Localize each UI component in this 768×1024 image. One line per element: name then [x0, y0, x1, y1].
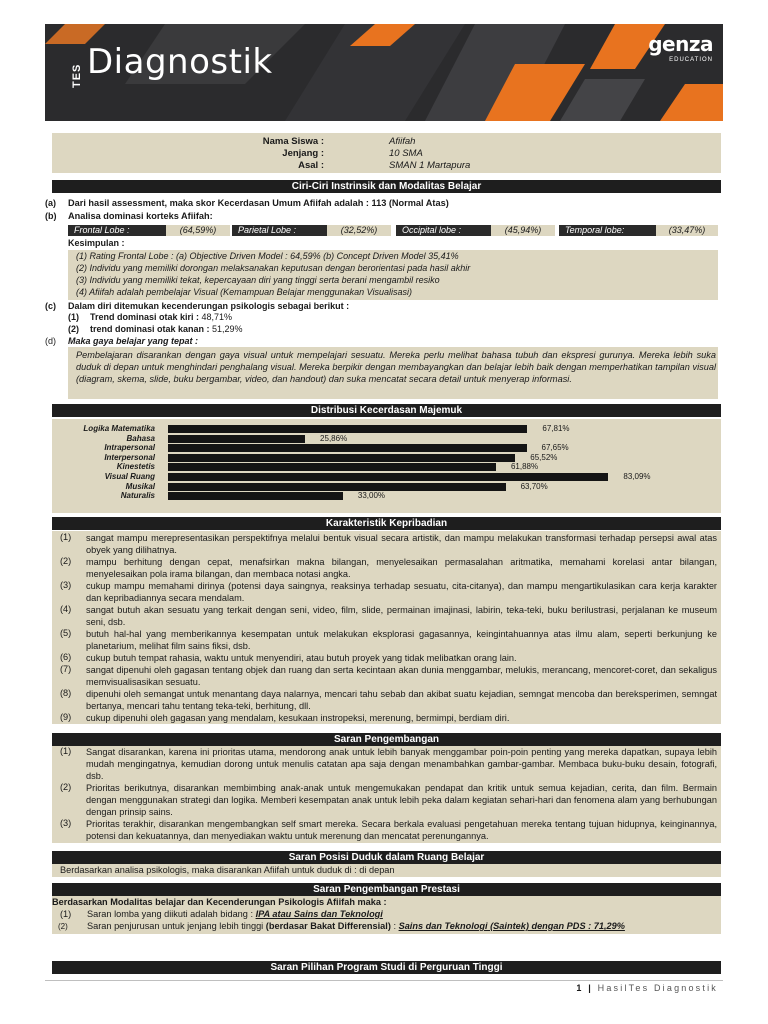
achievement-1-value: IPA atau Sains dan Teknologi: [255, 909, 383, 919]
chart-bar: [168, 473, 608, 481]
item-b-text: Analisa dominasi korteks Afiifah:: [68, 211, 213, 221]
name-value: Afiifah: [389, 136, 416, 147]
logo-title: [87, 42, 273, 82]
lobe-frontal-value: (64,59%): [166, 225, 230, 236]
item-d-marker: (d): [45, 336, 56, 346]
item-c2-label: trend dominasi otak kanan :: [90, 324, 210, 334]
level-label: Jenjang :: [282, 148, 324, 159]
student-info: [52, 133, 721, 173]
chart-value-label: 65,52%: [530, 452, 558, 462]
list-item-number: (8): [60, 688, 72, 698]
chart-value-label: 67,65%: [541, 443, 569, 453]
list-item: butuh hal-hal yang memberikannya kesempatan untuk melakukan eksplorasi gagasannya, keingintahuannya atas ilmu alam, seperti berkunjung ke planetarium, melihat film sains fiksi, dsb.: [86, 629, 717, 651]
chart-bar: [168, 435, 305, 443]
chart-bar: [168, 463, 496, 471]
origin-label: Asal :: [298, 160, 324, 171]
achievement-2-value: Sains dan Teknologi (Saintek) dengan PDS : 71,29%: [398, 921, 625, 931]
chart-value-label: 67,81%: [542, 424, 570, 433]
achievement-1-text: Saran lomba yang diikuti adalah bidang :: [87, 909, 256, 919]
achievement-2: [87, 921, 625, 931]
lobe-parietal-label: Parietal Lobe :: [232, 225, 327, 236]
lobe-frontal-label: Frontal Lobe :: [68, 225, 166, 236]
item-c1-label: Trend dominasi otak kiri :: [90, 312, 200, 322]
footer-divider: [45, 980, 723, 981]
chart-category-label: Intrapersonal: [104, 443, 155, 453]
chart-bar: [168, 483, 506, 491]
brand-logo: genza: [648, 32, 713, 56]
achievement-2-colon: :: [390, 921, 399, 931]
item-a-marker: (a): [45, 198, 56, 208]
section-title-saran: Saran Pengembangan: [52, 733, 721, 746]
level-value: 10 SMA: [389, 148, 423, 159]
chart-value-label: 25,86%: [320, 433, 348, 443]
chart-category-label: Interpersonal: [104, 452, 155, 462]
origin-value: SMAN 1 Martapura: [389, 160, 471, 171]
achievement-2-marker: (2): [58, 922, 68, 931]
list-item-number: (4): [60, 604, 72, 614]
section-title-distribusi: Distribusi Kecerdasan Majemuk: [52, 404, 721, 417]
list-item: cukup dipenuhi oleh gagasan yang mendalam, kesukaan instropeksi, merenung, bermimpi, berdiam diri.: [86, 713, 510, 723]
chart-category-label: Naturalis: [120, 491, 155, 501]
footer: [576, 983, 718, 993]
chart-category-label: Bahasa: [126, 433, 155, 443]
chart-bar: [168, 444, 527, 452]
chart-category-label: Visual Ruang: [104, 472, 155, 481]
section-title-posisi-duduk: Saran Posisi Duduk dalam Ruang Belajar: [52, 851, 721, 864]
list-item: Prioritas berikutnya, disarankan membimbing anak-anak untuk mengemukakan pendapat dan kritik untuk semua kejadian, cerita, dan film. Bermain dengan menggunakan strategi dan logika. Memberi kesempatan anak untuk lebih peka dalam kegiatan sehari-hari dan fenomena alam yang berhubungan dengan prinsip sains.: [86, 783, 717, 817]
achievement-1-marker: (1): [60, 909, 72, 919]
achievement-2-bold: (berdasar Bakat Differensial): [265, 921, 391, 931]
list-item-number: (1): [60, 532, 72, 542]
item-c1-marker: (1): [68, 312, 79, 322]
list-item: Prioritas terakhir, disarankan mengembangkan self smart mereka. Secara berkala evaluasi pengetahuan mereka tentang tujuan hidupnya, keinginannya, potensi dan kekuatannya, dan menyediakan waktu untuk merenung dan mencatat perenungannya.: [86, 819, 717, 841]
chart-bar: [168, 425, 527, 433]
lobe-parietal-value: (32,52%): [327, 225, 391, 236]
chart-value-label: 83,09%: [623, 472, 651, 481]
list-item: sangat mampu merepresentasikan perspektifnya melalui bentuk visual secara artistik, dan mampu melakukan transformasi terhadap persepsi awal atas obyek yang dilihatnya.: [86, 533, 717, 555]
footer-label: HasilTes Diagnostik: [597, 983, 718, 993]
item-c1-value: 48,71%: [199, 312, 233, 322]
item-b-marker: (b): [45, 211, 57, 221]
conclusion-3: (3) Individu yang memiliki tekat, kepercayaan diri yang tinggi serta berani mengambil resiko: [76, 275, 440, 285]
section-title-prestasi: Saran Pengembangan Prestasi: [52, 883, 721, 896]
chart-value-label: 61,88%: [510, 462, 539, 472]
section-title-kepribadian: Karakteristik Kepribadian: [52, 517, 721, 530]
chart-bar: [168, 492, 343, 500]
chart-bar: [168, 454, 515, 462]
conclusion-2: (2) Individu yang memiliki dorongan melaksanakan keputusan dengan berorientasi pada hasil akhir: [76, 263, 471, 273]
lobe-occipital-label: Occipital lobe :: [396, 225, 491, 236]
list-item-number: (3): [60, 818, 72, 828]
list-item-number: (2): [60, 556, 72, 566]
list-item: cukup mampu memahami dirinya (potensi daya saingnya, reaksinya terhadap sesuatu, cita-citanya), dan mampu mengartikulasikan cara kerja karakter dan kepribadiannya secara mendalam.: [86, 581, 717, 603]
lobe-temporal-label: Temporal lobe:: [559, 225, 656, 236]
list-item-number: (1): [60, 746, 72, 756]
achievement-2-text: Saran penjurusan untuk jenjang lebih tinggi: [87, 921, 266, 931]
chart-category-label: Musikal: [125, 481, 155, 491]
list-item-number: (2): [60, 782, 72, 792]
item-a-text: Dari hasil assessment, maka skor Kecerdasan Umum Afiifah adalah : 113 (Normal Atas): [68, 198, 449, 208]
logo-title-text: Diagnostik: [87, 42, 273, 82]
lobe-occipital-value: (45,94%): [491, 225, 555, 236]
list-item: Sangat disarankan, karena ini prioritas utama, mendorong anak untuk lebih banyak menggambar poin-poin penting yang mereka dapatkan, supaya lebih mudah mengingatnya, kemudian dorong untuk menulis catatan apa saja dengan menambahkan gambar-gambar. Membaca buku-buku desain, fotografi, dsb.: [86, 747, 717, 781]
achievement-intro: Berdasarkan Modalitas belajar dan Kecenderungan Psikologis Afiifah maka :: [52, 897, 387, 907]
list-item: sangat butuh akan sesuatu yang terkait dengan seni, video, film, slide, permainan imajinasi, labirin, teka-teki, buku berilustrasi, perjalanan ke museum seni, dsb.: [86, 605, 717, 627]
list-item: mampu berhitung dengan cepat, menafsirkan makna bilangan, menyelesaikan permasalahan aritmatika, memahami korelasi antar bilangan, menyelesaikan pola irama bilangan, dan membaca notasi angka.: [86, 557, 717, 579]
item-c-marker: (c): [45, 301, 56, 311]
list-item-number: (7): [60, 664, 72, 674]
section-title-program-studi: Saran Pilihan Program Studi di Perguruan Tinggi: [52, 961, 721, 974]
list-item: cukup butuh tempat rahasia, waktu untuk menyendiri, atau butuh proyek yang tidak melibatkan orang lain.: [86, 653, 517, 663]
item-c2-value: 51,29%: [209, 324, 243, 334]
logo-tes: TES: [71, 63, 83, 88]
seating-text: Berdasarkan analisa psikologis, maka disarankan Afiifah untuk duduk di : di depan: [60, 865, 395, 875]
list-item-number: (5): [60, 628, 72, 638]
item-c-text: Dalam diri ditemukan kecenderungan psikologis sebagai berikut :: [68, 301, 350, 311]
lobe-temporal-value: (33,47%): [656, 225, 718, 236]
item-c2-marker: (2): [68, 324, 79, 334]
conclusion-1: (1) Rating Frontal Lobe : (a) Objective Driven Model : 64,59% (b) Concept Driven Model 35,41%: [76, 251, 459, 261]
name-label: Nama Siswa :: [262, 136, 324, 147]
header-banner: [45, 24, 723, 121]
chart-value-label: 63,70%: [520, 481, 548, 491]
chart-category-label: Kinestetis: [116, 462, 155, 472]
item-c1: [90, 312, 232, 322]
item-d-text: Maka gaya belajar yang tepat :: [68, 336, 199, 346]
conclusion-label: Kesimpulan :: [68, 238, 125, 248]
list-item-number: (3): [60, 580, 72, 590]
chart-category-label: Logika Matematika: [83, 424, 155, 433]
section-title-intrinsik: Ciri-Ciri Instrinsik dan Modalitas Belajar: [52, 180, 721, 193]
list-item-number: (6): [60, 652, 72, 662]
footer-page-number: 1: [576, 983, 584, 993]
list-item: sangat dipenuhi oleh gagasan tentang objek dan ruang dan serta kecintaan akan dunia menggambar, melukis, merancang, mencoret-coret, dan sekaligus memvisualisasikan sesuatu.: [86, 665, 717, 687]
footer-separator: |: [588, 983, 593, 993]
brand-subtitle: EDUCATION: [669, 57, 713, 63]
conclusion-4: (4) Afiifah adalah pembelajar Visual (Kemampuan Belajar menggunakan Visualisasi): [76, 287, 413, 297]
item-c2: [90, 324, 243, 334]
achievement-1: [87, 909, 383, 919]
learning-style-text: Pembelajaran disarankan dengan gaya visual untuk mempelajari sesuatu. Mereka perlu melihat bahasa tubuh dan ekspresi gurunya. Mereka lebih suka duduk di depan untuk menghindari penghalang visual. Mereka berpikir dengan membayangkan dan belajar lebih baik dengan memperhatikan tampilan visual (diagram, skema, slide, buku bergambar, video, dan handout) dan suka mencatat secara detail untuk menyerap informasi.: [76, 350, 716, 385]
chart-value-label: 33,00%: [357, 491, 386, 501]
list-item-number: (9): [60, 712, 72, 722]
list-item: dipenuhi oleh semangat untuk menantang daya nalarnya, mencari tahu sebab dan akibat suatu kejadian, semngat mencoba dan bereksperimen, semngat bertanya, mencari tahu tentang teka-teki, berhitung, dll.: [86, 689, 717, 711]
